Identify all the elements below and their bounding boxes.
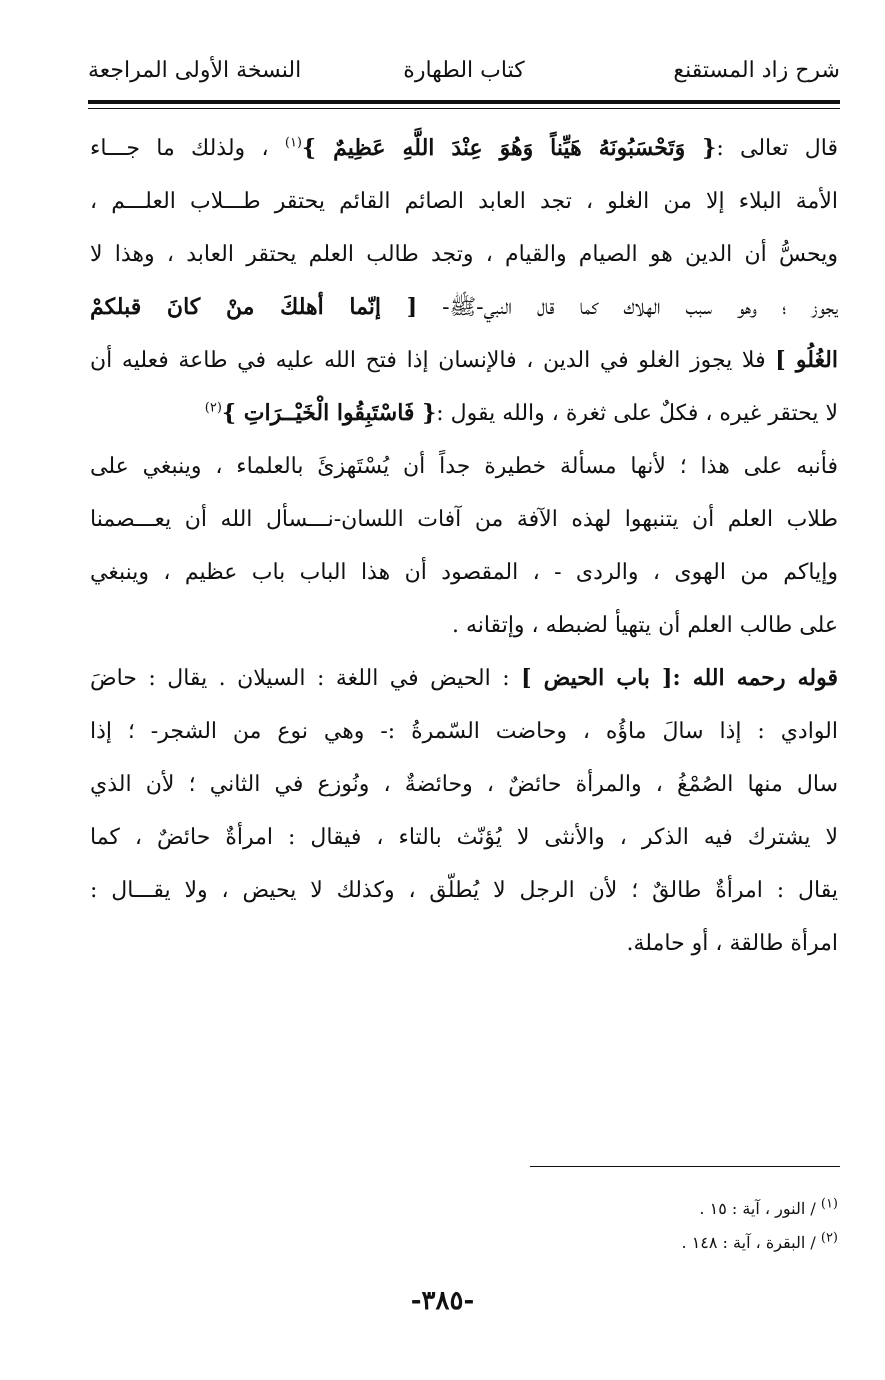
line-text: ، ولذلك ما جـــاء (90, 136, 285, 161)
footnote-text: / النور ، آية : ١٥ . (699, 1199, 821, 1218)
text-line (90, 228, 838, 281)
footnote-separator (530, 1166, 840, 1167)
header-book-title: شرح زاد المستقنع (673, 58, 840, 83)
line-text: سال منها الصُمْغُ ، والمرأة حائضٌ ، وحائضةٌ ، ونُوزع في الثاني ؛ لأن الذي (90, 772, 838, 797)
footnote-number: (١) (820, 1196, 838, 1212)
footnotes (90, 1192, 838, 1260)
line-text: وإياكم من الهوى ، والردى - ، المقصود أن هذا الباب باب عظيم ، وينبغي (90, 560, 838, 585)
line-text: امرأة طالقة ، أو حاملة. (626, 931, 838, 956)
text-line (90, 917, 838, 970)
footnote-marker: (٢) (204, 400, 222, 416)
text-line (90, 281, 838, 334)
header-edition-note: النسخة الأولى المراجعة (88, 58, 302, 83)
footnote (90, 1226, 838, 1260)
text-line (90, 440, 838, 493)
text-line (90, 864, 838, 917)
page-number: -٣٨٥- (410, 1286, 475, 1316)
main-text (90, 122, 838, 970)
line-text: الأمة البلاء إلا من الغلو ، تجد العابد الصائم القائم يحتقر طـــلاب العلـــم ، (90, 189, 838, 214)
line-text: طلاب العلم أن يتنبهوا لهذه الآفة من آفات اللسان-نـــسأل الله أن يعـــصمنا (90, 507, 838, 532)
footnote (90, 1192, 838, 1226)
line-text: الوادي : إذا سالَ ماؤُه ، وحاضت السّمرةُ :- وهي نوع من الشجر- ؛ إذا (90, 719, 838, 744)
header-rule-thick (88, 100, 840, 104)
emphasized-text: الغُلُو ] (775, 347, 838, 373)
emphasized-text: [ إنّما أهلكَ منْ كانَ قبلكمْ (90, 294, 418, 320)
line-text: لا يحتقر غيره ، فكلٌ على ثغرة ، والله يقول : (436, 401, 838, 426)
footnote-text: / البقرة ، آية : ١٤٨ . (681, 1233, 821, 1252)
text-line (90, 705, 838, 758)
line-text: : الحيض في اللغة : السيلان . يقال : حاضَ (90, 666, 522, 691)
text-line (90, 493, 838, 546)
text-line (90, 387, 838, 440)
running-header (88, 58, 840, 94)
line-text: يجوز ؛ وهو سبب الهلاك كما قال النبي-ﷺ- (417, 295, 838, 320)
text-line (90, 599, 838, 652)
line-text: يقال : امرأةٌ طالقٌ ؛ لأن الرجل لا يُطلّق ، وكذلك لا يحيض ، ولا يقـــال : (90, 878, 838, 903)
line-text: لا يشترك فيه الذكر ، والأنثى لا يُؤنّث بالتاء ، فيقال : امرأةٌ حائضٌ ، كما (90, 825, 838, 850)
header-rule-thin (88, 108, 840, 109)
line-text: على طالب العلم أن يتهيأ لضبطه ، وإتقانه . (451, 613, 838, 638)
emphasized-text: { فَاسْتَبِقُوا الْخَيْــرَاتِ } (221, 400, 437, 426)
emphasized-text: قوله رحمه الله :[ باب الحيض ] (521, 665, 838, 691)
text-line (90, 811, 838, 864)
footnote-number: (٢) (820, 1230, 838, 1246)
line-text: فلا يجوز الغلو في الدين ، فالإنسان إذا فتح الله عليه في طاعة فعليه أن (90, 348, 776, 373)
emphasized-text: { وَتَحْسَبُونَهُ هَيِّناً وَهُوَ عِنْدَ اللَّهِ عَظِيمٌ } (302, 135, 717, 161)
text-line (90, 334, 838, 387)
footnote-marker: (١) (284, 135, 302, 151)
text-line (90, 175, 838, 228)
line-text: ويحسُّ أن الدين هو الصيام والقيام ، وتجد طالب العلم يحتقر العابد ، وهذا لا (90, 242, 838, 267)
text-line (90, 122, 838, 175)
line-text: فأنبه على هذا ؛ لأنها مسألة خطيرة جداً أن يُسْتَهزئَ بالعلماء ، وينبغي على (90, 454, 838, 479)
text-line (90, 546, 838, 599)
line-text: قال تعالى : (716, 136, 838, 161)
header-chapter-title: كتاب الطهارة (403, 58, 525, 83)
text-line (90, 652, 838, 705)
text-line (90, 758, 838, 811)
